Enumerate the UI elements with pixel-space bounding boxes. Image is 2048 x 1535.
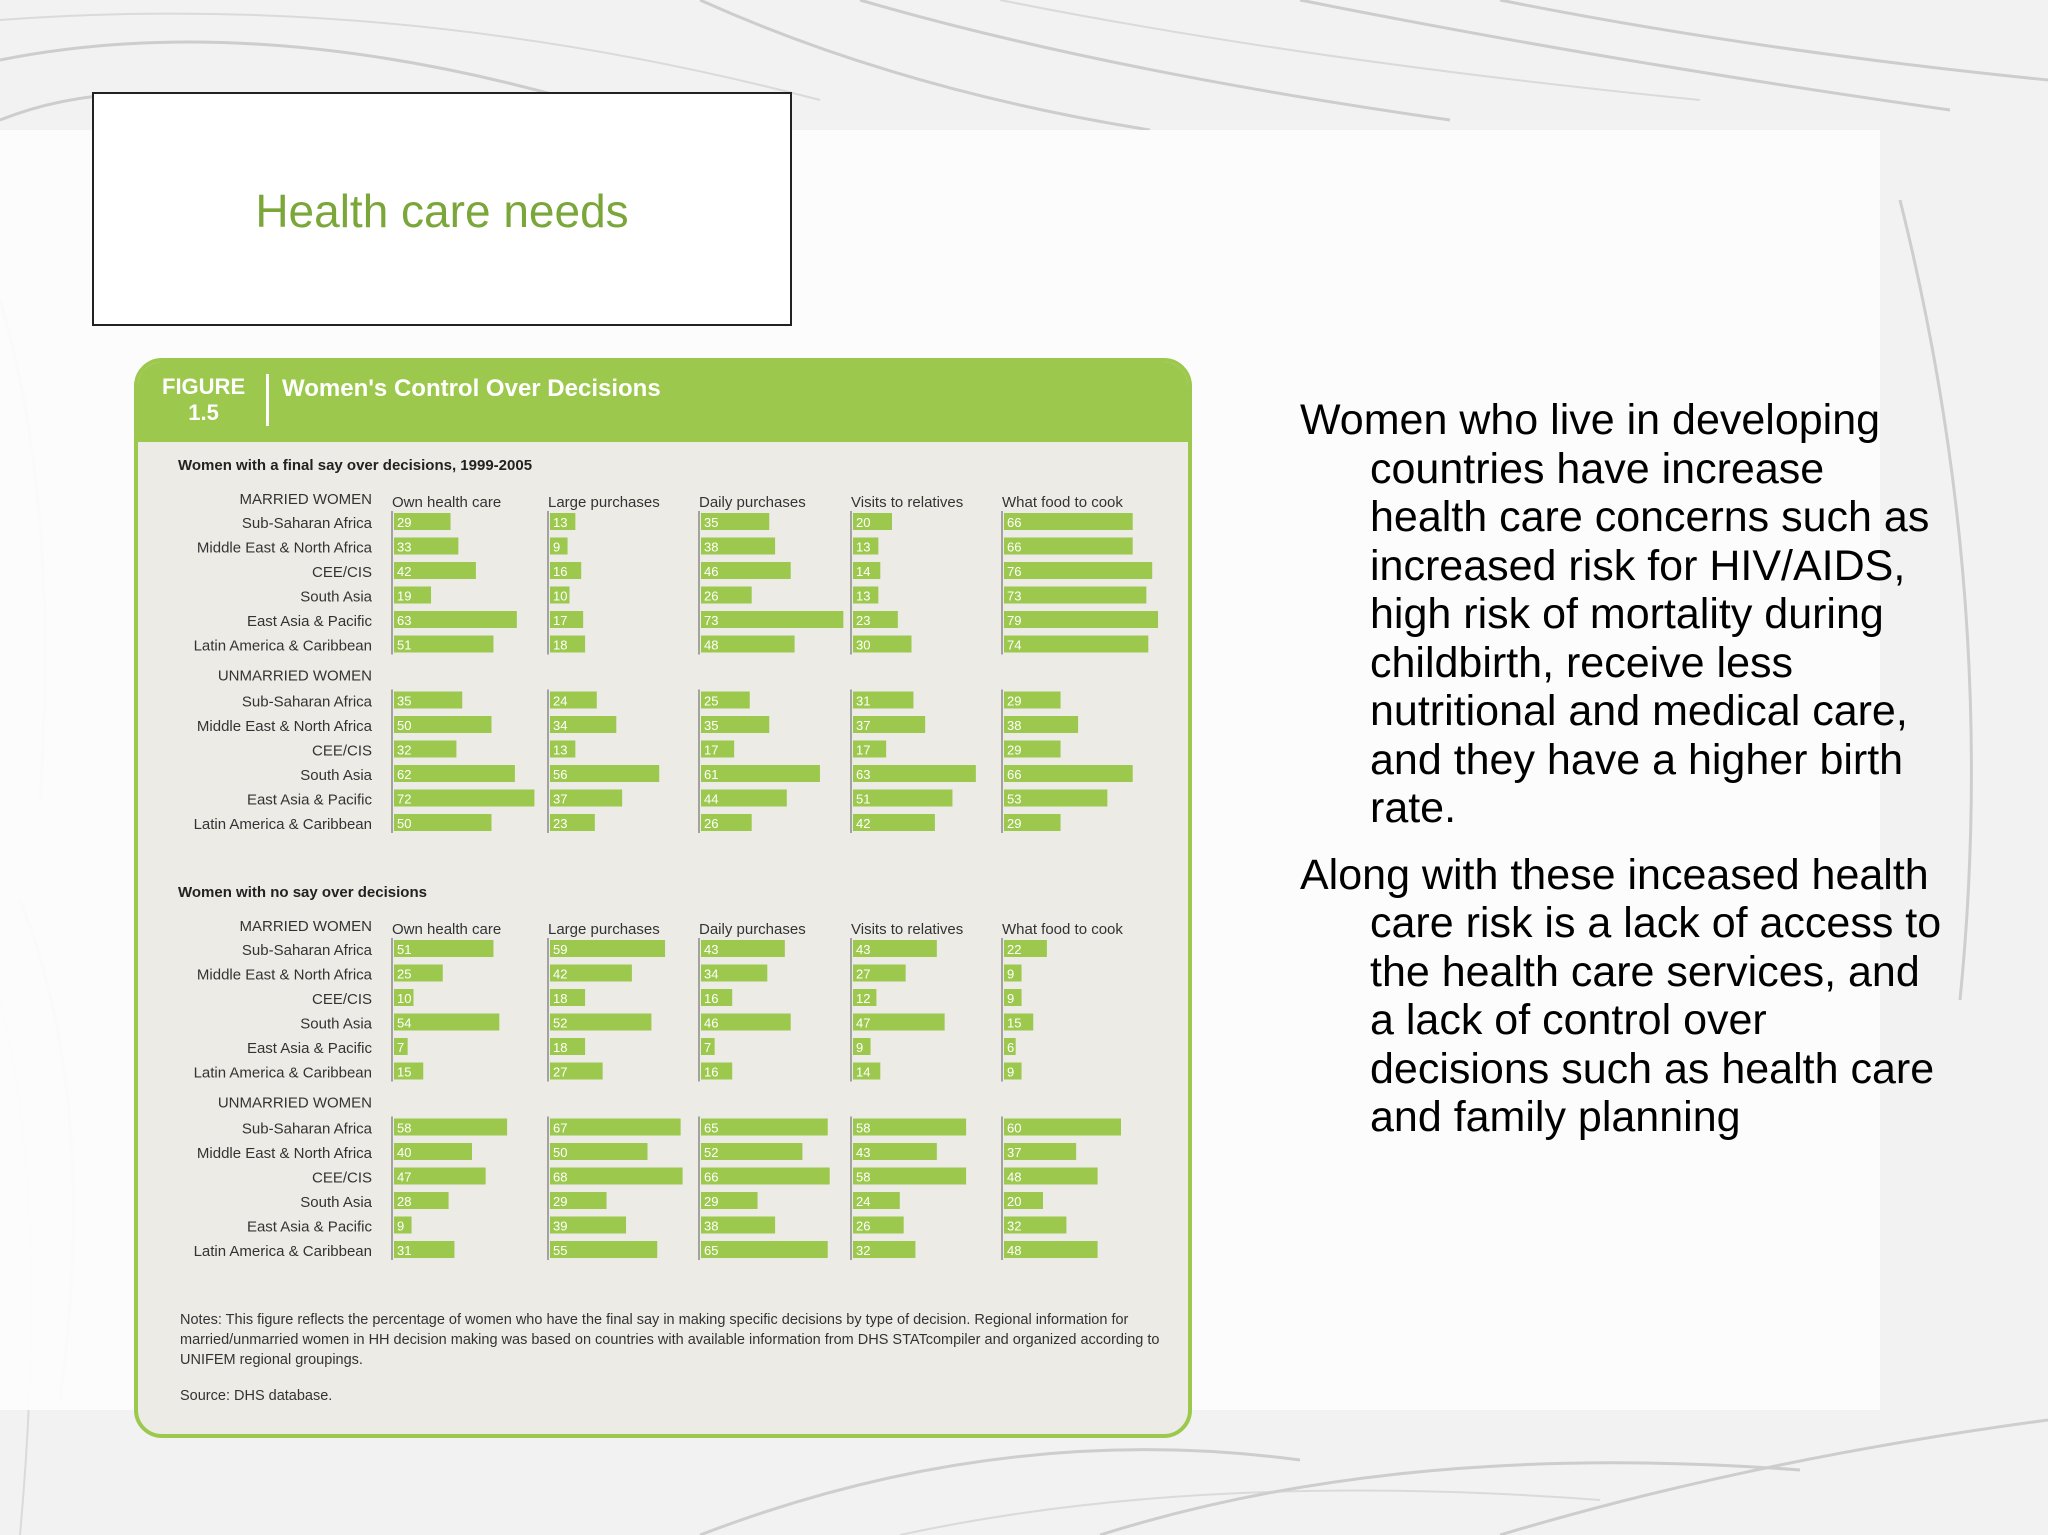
bar-value-label: 51 bbox=[397, 637, 412, 653]
bar-value-label: 13 bbox=[553, 515, 568, 530]
region-label: East Asia & Pacific bbox=[246, 1218, 372, 1236]
bar bbox=[394, 611, 517, 628]
bar-value-label: 9 bbox=[1007, 991, 1015, 1006]
bar bbox=[701, 765, 820, 782]
bar-value-label: 65 bbox=[704, 1120, 719, 1136]
column-header: Large purchases bbox=[548, 921, 660, 938]
bar-value-label: 25 bbox=[397, 966, 412, 982]
bar-value-label: 35 bbox=[704, 718, 719, 733]
region-label: CEE/CIS bbox=[311, 1169, 372, 1187]
bar-value-label: 66 bbox=[1007, 515, 1022, 530]
bar-value-label: 67 bbox=[553, 1120, 568, 1136]
column-header: Visits to relatives bbox=[851, 921, 964, 938]
bar-value-label: 60 bbox=[1007, 1120, 1022, 1136]
bar-value-label: 54 bbox=[397, 1015, 412, 1031]
bar-value-label: 50 bbox=[397, 816, 412, 831]
bar bbox=[394, 765, 515, 782]
bar-value-label: 48 bbox=[704, 637, 719, 653]
bar bbox=[1004, 562, 1152, 579]
column-header: Daily purchases bbox=[699, 494, 806, 511]
bar-value-label: 68 bbox=[553, 1169, 568, 1185]
region-label: East Asia & Pacific bbox=[246, 791, 372, 809]
bar-value-label: 51 bbox=[397, 942, 412, 957]
bar-value-label: 30 bbox=[856, 637, 871, 653]
region-label: South Asia bbox=[300, 1015, 372, 1033]
bar-value-label: 48 bbox=[1007, 1169, 1022, 1185]
region-label: East Asia & Pacific bbox=[246, 1040, 372, 1057]
bar-value-label: 33 bbox=[397, 539, 412, 555]
bar-value-label: 27 bbox=[856, 966, 871, 982]
bar-value-label: 65 bbox=[704, 1243, 719, 1258]
bar-value-label: 42 bbox=[856, 816, 871, 831]
bar-value-label: 28 bbox=[397, 1194, 412, 1209]
bar bbox=[1004, 636, 1148, 653]
bar-value-label: 7 bbox=[397, 1040, 405, 1055]
bar-value-label: 39 bbox=[553, 1218, 568, 1234]
bar-value-label: 63 bbox=[397, 613, 412, 628]
bar-value-label: 73 bbox=[1007, 588, 1022, 604]
bar bbox=[701, 1168, 830, 1185]
bar-value-label: 55 bbox=[553, 1243, 568, 1258]
section-title: Women with a final say over decisions, 1999-2005 bbox=[178, 457, 533, 474]
group-label: MARRIED WOMEN bbox=[239, 918, 372, 935]
bar-value-label: 32 bbox=[1007, 1218, 1022, 1234]
region-label: East Asia & Pacific bbox=[246, 613, 372, 630]
bar-value-label: 14 bbox=[856, 564, 871, 579]
bar-value-label: 29 bbox=[553, 1194, 568, 1209]
bar-value-label: 12 bbox=[856, 991, 871, 1006]
bar-value-label: 40 bbox=[397, 1145, 412, 1160]
figure-label-word: FIGURE bbox=[162, 374, 246, 399]
bar-value-label: 66 bbox=[1007, 539, 1022, 555]
bar-value-label: 18 bbox=[553, 1040, 568, 1055]
region-label: Middle East & North Africa bbox=[196, 718, 372, 735]
bar-value-label: 47 bbox=[397, 1169, 412, 1185]
column-header: Visits to relatives bbox=[851, 494, 964, 511]
title-box bbox=[92, 92, 792, 326]
bar-value-label: 16 bbox=[704, 991, 719, 1006]
bar-value-label: 50 bbox=[397, 718, 412, 733]
bar-value-label: 59 bbox=[553, 942, 568, 957]
figure-notes: Notes: This figure reflects the percentage of women who have the final say in making specific decisions by type of decision. Regional information for married/unmarried women in HH decision making was based on countries with available information from DHS STATcompiler and organized according to UNIFEM regional groupings. bbox=[180, 1312, 1160, 1368]
bar-value-label: 10 bbox=[397, 991, 412, 1006]
bar-value-label: 18 bbox=[553, 637, 568, 653]
bar bbox=[550, 1119, 681, 1136]
region-label: Middle East & North Africa bbox=[196, 1145, 372, 1162]
bar-value-label: 47 bbox=[856, 1015, 871, 1031]
bar-value-label: 23 bbox=[553, 816, 568, 831]
bar-value-label: 37 bbox=[856, 718, 871, 733]
bar-value-label: 16 bbox=[704, 1064, 719, 1080]
region-label: CEE/CIS bbox=[311, 564, 372, 581]
figure-panel bbox=[134, 358, 1192, 1438]
bar-value-label: 37 bbox=[1007, 1145, 1022, 1160]
bar-value-label: 46 bbox=[704, 564, 719, 579]
body-text bbox=[1300, 396, 1950, 1160]
bar-value-label: 19 bbox=[397, 588, 412, 604]
bar-value-label: 15 bbox=[1007, 1015, 1022, 1031]
region-label: Sub-Saharan Africa bbox=[241, 1120, 372, 1138]
bar-value-label: 9 bbox=[856, 1040, 864, 1055]
bar-value-label: 17 bbox=[704, 742, 719, 758]
bar bbox=[1004, 765, 1133, 782]
column-header: Daily purchases bbox=[699, 921, 806, 938]
bar bbox=[394, 790, 534, 807]
bar-value-label: 29 bbox=[704, 1194, 719, 1209]
bar-value-label: 13 bbox=[856, 588, 871, 604]
bar-value-label: 48 bbox=[1007, 1243, 1022, 1258]
bar-value-label: 9 bbox=[1007, 1064, 1015, 1080]
bar-value-label: 13 bbox=[553, 742, 568, 758]
bar-value-label: 20 bbox=[856, 515, 871, 530]
bar-value-label: 51 bbox=[856, 791, 871, 807]
bar-value-label: 7 bbox=[704, 1040, 712, 1055]
bar-value-label: 38 bbox=[704, 1218, 719, 1234]
region-label: Middle East & North Africa bbox=[196, 966, 372, 984]
bar bbox=[701, 1119, 828, 1136]
group-label: UNMARRIED WOMEN bbox=[217, 1094, 372, 1112]
bar bbox=[1004, 587, 1146, 604]
bar bbox=[550, 1168, 683, 1185]
bar-value-label: 66 bbox=[1007, 767, 1022, 782]
bar-value-label: 26 bbox=[856, 1218, 871, 1234]
bar-value-label: 26 bbox=[704, 816, 719, 831]
region-label: Latin America & Caribbean bbox=[193, 1243, 372, 1260]
bar-value-label: 9 bbox=[1007, 966, 1015, 982]
bar bbox=[853, 765, 976, 782]
bar bbox=[1004, 538, 1133, 555]
region-label: CEE/CIS bbox=[311, 991, 372, 1008]
bar-value-label: 34 bbox=[553, 718, 568, 733]
region-label: South Asia bbox=[300, 1194, 372, 1211]
bar-value-label: 29 bbox=[1007, 693, 1022, 709]
region-label: CEE/CIS bbox=[311, 742, 372, 760]
region-label: Latin America & Caribbean bbox=[193, 816, 372, 833]
bar-value-label: 73 bbox=[704, 613, 719, 628]
bar-value-label: 52 bbox=[704, 1145, 719, 1160]
bar-value-label: 37 bbox=[553, 791, 568, 807]
bar-value-label: 63 bbox=[856, 767, 871, 782]
group-label: MARRIED WOMEN bbox=[239, 491, 372, 508]
bar-value-label: 31 bbox=[397, 1243, 412, 1258]
figure-title: Women's Control Over Decisions bbox=[282, 375, 661, 402]
region-label: Middle East & North Africa bbox=[196, 539, 372, 557]
bar bbox=[1004, 513, 1133, 530]
region-label: Sub-Saharan Africa bbox=[241, 515, 372, 532]
bar-value-label: 42 bbox=[397, 564, 412, 579]
bar-value-label: 23 bbox=[856, 613, 871, 628]
bar-value-label: 31 bbox=[856, 693, 871, 709]
bar-value-label: 38 bbox=[704, 539, 719, 555]
bar-value-label: 27 bbox=[553, 1064, 568, 1080]
bar-value-label: 46 bbox=[704, 1015, 719, 1031]
bar-value-label: 43 bbox=[704, 942, 719, 957]
region-label: Sub-Saharan Africa bbox=[241, 942, 372, 959]
bar-value-label: 35 bbox=[397, 693, 412, 709]
bar-value-label: 17 bbox=[856, 742, 871, 758]
bar-value-label: 24 bbox=[553, 693, 568, 709]
region-label: Latin America & Caribbean bbox=[193, 1064, 372, 1082]
bar-value-label: 50 bbox=[553, 1145, 568, 1160]
bar-value-label: 18 bbox=[553, 991, 568, 1006]
bar-value-label: 20 bbox=[1007, 1194, 1022, 1209]
column-header: What food to cook bbox=[1002, 494, 1123, 511]
group-label: UNMARRIED WOMEN bbox=[217, 667, 372, 685]
bar-value-label: 58 bbox=[397, 1120, 412, 1136]
bar-value-label: 74 bbox=[1007, 637, 1022, 653]
bar-value-label: 25 bbox=[704, 693, 719, 709]
bar-value-label: 15 bbox=[397, 1064, 412, 1080]
bar-value-label: 44 bbox=[704, 791, 719, 807]
bar-value-label: 10 bbox=[553, 588, 568, 604]
bar bbox=[1004, 1119, 1121, 1136]
bar-value-label: 29 bbox=[1007, 816, 1022, 831]
bar-value-label: 14 bbox=[856, 1064, 871, 1080]
bar bbox=[1004, 611, 1158, 628]
bar-value-label: 22 bbox=[1007, 942, 1022, 957]
bar-value-label: 9 bbox=[553, 539, 561, 555]
bar-value-label: 56 bbox=[553, 767, 568, 782]
bar-value-label: 29 bbox=[1007, 742, 1022, 758]
bar-value-label: 58 bbox=[856, 1120, 871, 1136]
region-label: Latin America & Caribbean bbox=[193, 637, 372, 655]
bar-value-label: 52 bbox=[553, 1015, 568, 1031]
bar-value-label: 35 bbox=[704, 515, 719, 530]
bar-value-label: 32 bbox=[397, 742, 412, 758]
bar-value-label: 72 bbox=[397, 791, 412, 807]
bar-value-label: 42 bbox=[553, 966, 568, 982]
column-header: What food to cook bbox=[1002, 921, 1123, 938]
bar bbox=[701, 1241, 828, 1258]
bar-value-label: 38 bbox=[1007, 718, 1022, 733]
bar-value-label: 29 bbox=[397, 515, 412, 530]
bar-value-label: 66 bbox=[704, 1169, 719, 1185]
bar-value-label: 16 bbox=[553, 564, 568, 579]
bar bbox=[701, 611, 843, 628]
bar-value-label: 13 bbox=[856, 539, 871, 555]
region-label: South Asia bbox=[300, 767, 372, 784]
bar-value-label: 9 bbox=[397, 1218, 405, 1234]
bar-value-label: 79 bbox=[1007, 613, 1022, 628]
region-label: Sub-Saharan Africa bbox=[241, 693, 372, 711]
bar-value-label: 26 bbox=[704, 588, 719, 604]
bar-value-label: 32 bbox=[856, 1243, 871, 1258]
region-label: South Asia bbox=[300, 588, 372, 606]
bar-value-label: 62 bbox=[397, 767, 412, 782]
bar-value-label: 76 bbox=[1007, 564, 1022, 579]
figure-source: Source: DHS database. bbox=[180, 1388, 333, 1404]
body-paragraph-2: Along with these inceased health care risk is a lack of access to the health care services, and a lack of control over decisions such as health care and family planning bbox=[1300, 850, 1942, 1141]
bar-value-label: 61 bbox=[704, 767, 719, 782]
bar-value-label: 43 bbox=[856, 942, 871, 957]
bar-value-label: 24 bbox=[856, 1194, 871, 1209]
decision-bar-chart bbox=[138, 362, 1188, 1302]
figure-label-number: 1.5 bbox=[188, 400, 219, 425]
bar-value-label: 53 bbox=[1007, 791, 1022, 807]
bar-value-label: 6 bbox=[1007, 1040, 1015, 1055]
column-header: Own health care bbox=[392, 494, 502, 511]
bar-value-label: 17 bbox=[553, 613, 568, 628]
slide-title: Health care needs bbox=[255, 185, 629, 237]
column-header: Large purchases bbox=[548, 494, 660, 511]
section-title: Women with no say over decisions bbox=[178, 884, 427, 901]
bar-value-label: 34 bbox=[704, 966, 719, 982]
bar-value-label: 58 bbox=[856, 1169, 871, 1185]
body-paragraph-1: Women who live in developing countries have increase health care concerns such as increased risk for HIV/AIDS, high risk of mortality during childbirth, receive less nutritional and medical care, and they have a higher birth rate. bbox=[1300, 396, 1930, 832]
column-header: Own health care bbox=[392, 921, 502, 938]
bar-value-label: 43 bbox=[856, 1145, 871, 1160]
